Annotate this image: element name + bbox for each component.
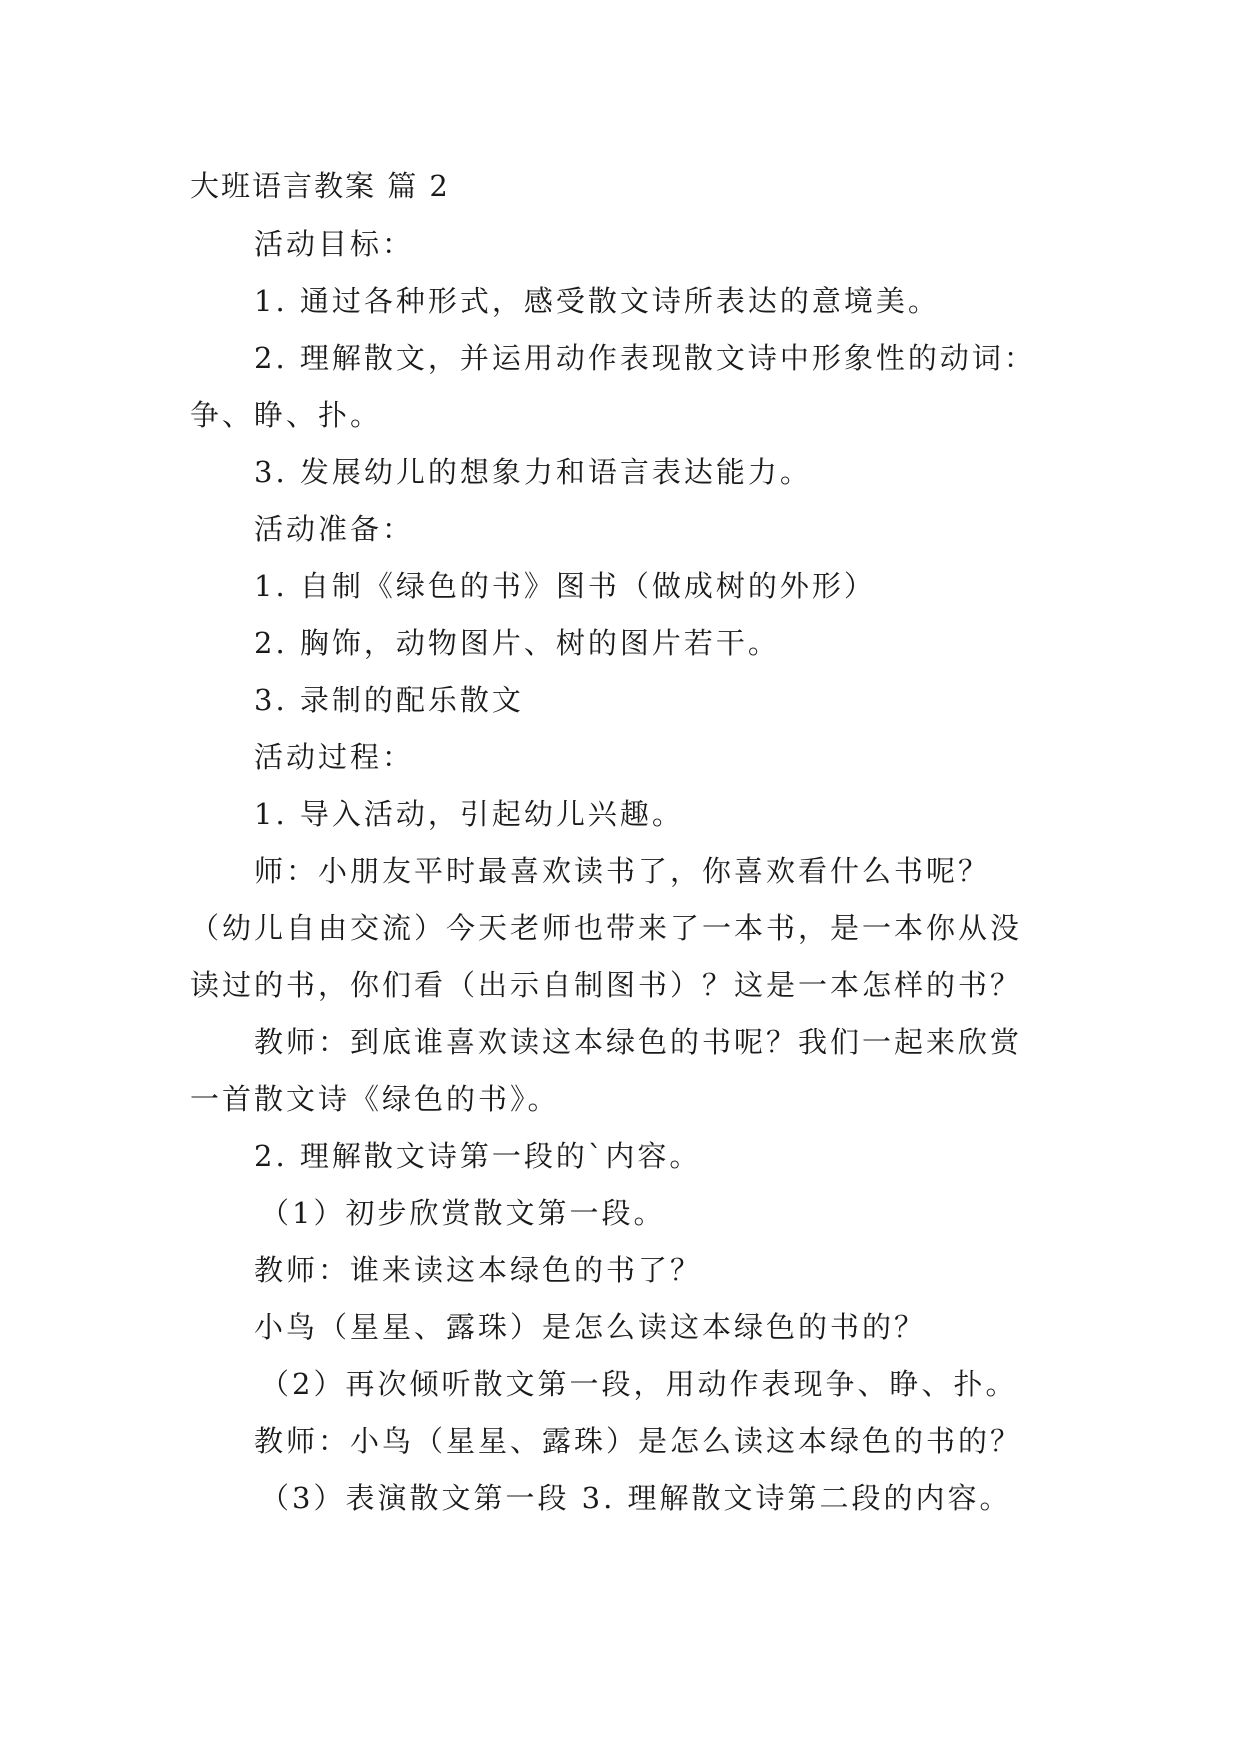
goal-item-3: 3. 发展幼儿的想象力和语言表达能力。: [254, 455, 812, 489]
preparation-item-3: 3. 录制的配乐散文: [254, 683, 524, 717]
heading-activity-process: 活动过程：: [254, 740, 415, 774]
process-paragraph: 教师：谁来读这本绿色的书了？: [254, 1253, 703, 1287]
preparation-item-2: 2. 胸饰，动物图片、树的图片若干。: [254, 626, 780, 660]
process-paragraph-line: （幼儿自由交流）今天老师也带来了一本书，是一本你从没: [190, 911, 1023, 945]
process-substep-2: （2）再次倾听散文第一段，用动作表现争、睁、扑。: [260, 1367, 1018, 1401]
process-substep-3: （3）表演散文第一段 3. 理解散文诗第二段的内容。: [260, 1481, 1012, 1515]
process-paragraph-line: 读过的书，你们看（出示自制图书）？这是一本怎样的书？: [190, 968, 1023, 1002]
goal-item-2-continued: 争、睁、扑。: [190, 398, 383, 432]
document-title: 大班语言教案 篇 2: [190, 169, 450, 203]
process-paragraph: 师：小朋友平时最喜欢读书了，你喜欢看什么书呢？: [254, 854, 991, 888]
goal-item-1: 1. 通过各种形式，感受散文诗所表达的意境美。: [254, 284, 940, 318]
heading-activity-preparation: 活动准备：: [254, 512, 415, 546]
process-paragraph: 小鸟（星星、露珠）是怎么读这本绿色的书的？: [254, 1310, 927, 1344]
process-paragraph: 教师：到底谁喜欢读这本绿色的书呢？我们一起来欣赏: [254, 1025, 1023, 1059]
process-paragraph-line: 一首散文诗《绿色的书》。: [190, 1082, 560, 1116]
heading-activity-goals: 活动目标：: [254, 227, 415, 261]
preparation-item-1: 1. 自制《绿色的书》图书（做成树的外形）: [254, 569, 876, 603]
process-step-1: 1. 导入活动，引起幼儿兴趣。: [254, 797, 684, 831]
goal-item-2: 2. 理解散文，并运用动作表现散文诗中形象性的动词：: [254, 341, 1036, 375]
process-substep-1: （1）初步欣赏散文第一段。: [260, 1196, 666, 1230]
process-paragraph: 教师：小鸟（星星、露珠）是怎么读这本绿色的书的？: [254, 1424, 1023, 1458]
process-step-2: 2. 理解散文诗第一段的`内容。: [254, 1139, 702, 1173]
